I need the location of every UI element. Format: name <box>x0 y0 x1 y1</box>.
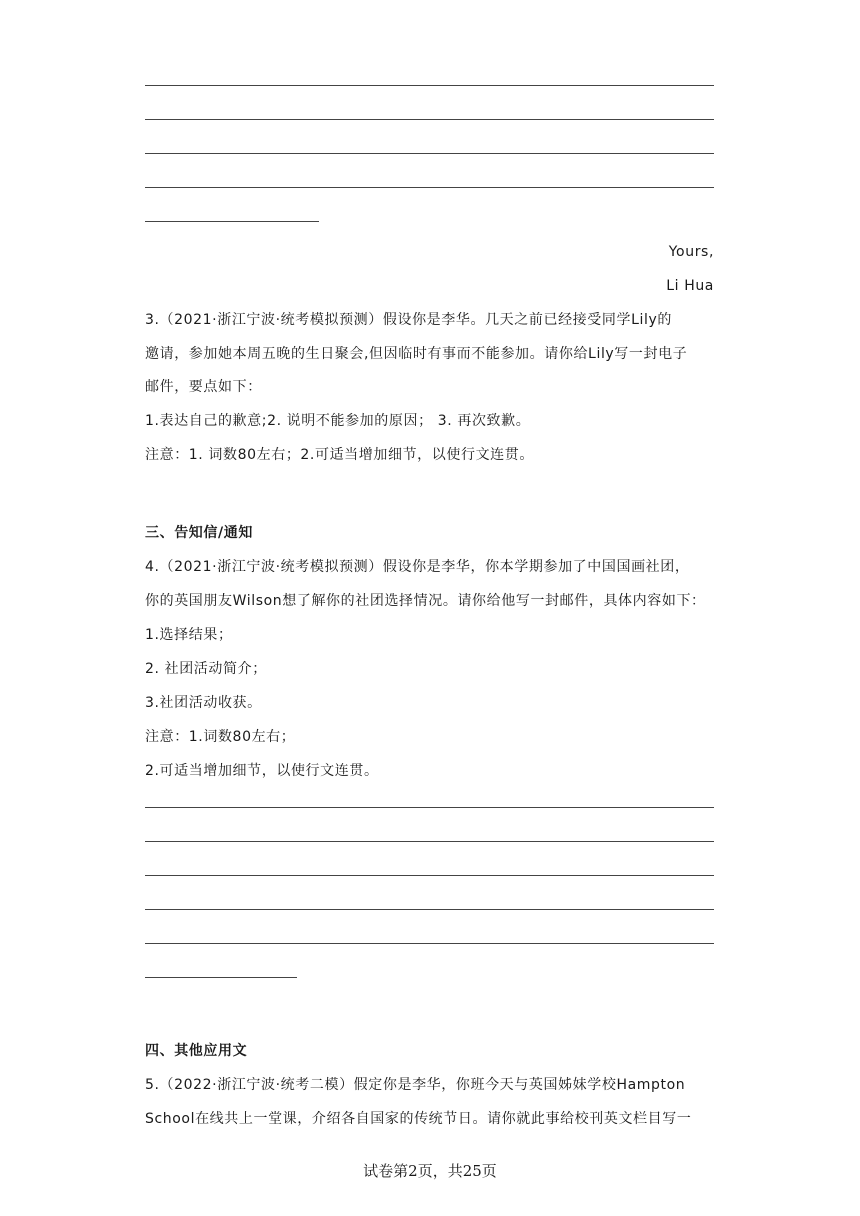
answer-line <box>145 85 714 86</box>
answer-line <box>145 875 714 876</box>
q4-line-2: 你的英国朋友Wilson想了解你的社团选择情况。请你给他写一封邮件，具体内容如下： <box>145 593 706 609</box>
q3-line-4: 1.表达自己的歉意;2. 说明不能参加的原因； 3. 再次致歉。 <box>145 413 531 429</box>
answer-line <box>145 909 714 910</box>
q3-line-2: 邀请，参加她本周五晚的生日聚会,但因临时有事而不能参加。请你给Lily写一封电子 <box>145 346 688 362</box>
q4-line-1: 4.（2021·浙江宁波·统考模拟预测）假设你是李华，你本学期参加了中国国画社团， <box>145 559 690 575</box>
answer-line-short <box>145 977 297 978</box>
letter-signature: Li Hua <box>666 278 714 294</box>
q4-line-6: 注意：1.词数80左右； <box>145 729 296 745</box>
q3-line-3: 邮件，要点如下： <box>145 379 262 395</box>
q4-line-3: 1.选择结果； <box>145 627 233 643</box>
section-heading-4: 四、其他应用文 <box>145 1043 248 1059</box>
answer-line <box>145 187 714 188</box>
answer-line <box>145 119 714 120</box>
q4-line-4: 2. 社团活动简介； <box>145 661 267 677</box>
q5-line-1: 5.（2022·浙江宁波·统考二模）假定你是李华，你班今天与英国姊妹学校Hampton <box>145 1077 686 1093</box>
answer-line <box>145 943 714 944</box>
section-heading-3: 三、告知信/通知 <box>145 525 253 541</box>
q3-line-1: 3.（2021·浙江宁波·统考模拟预测）假设你是李华。几天之前已经接受同学Lily的 <box>145 312 672 328</box>
q5-line-2: School在线共上一堂课，介绍各自国家的传统节日。请你就此事给校刊英文栏目写一 <box>145 1111 692 1127</box>
answer-line-short <box>145 221 319 222</box>
q4-line-7: 2.可适当增加细节，以使行文连贯。 <box>145 763 379 779</box>
answer-line <box>145 841 714 842</box>
answer-line <box>145 807 714 808</box>
answer-line <box>145 153 714 154</box>
page-footer: 试卷第2页，共25页 <box>363 1162 497 1180</box>
q3-line-5: 注意：1. 词数80左右；2.可适当增加细节，以使行文连贯。 <box>145 447 534 463</box>
q4-line-5: 3.社团活动收获。 <box>145 695 262 711</box>
letter-closing: Yours, <box>668 244 714 260</box>
